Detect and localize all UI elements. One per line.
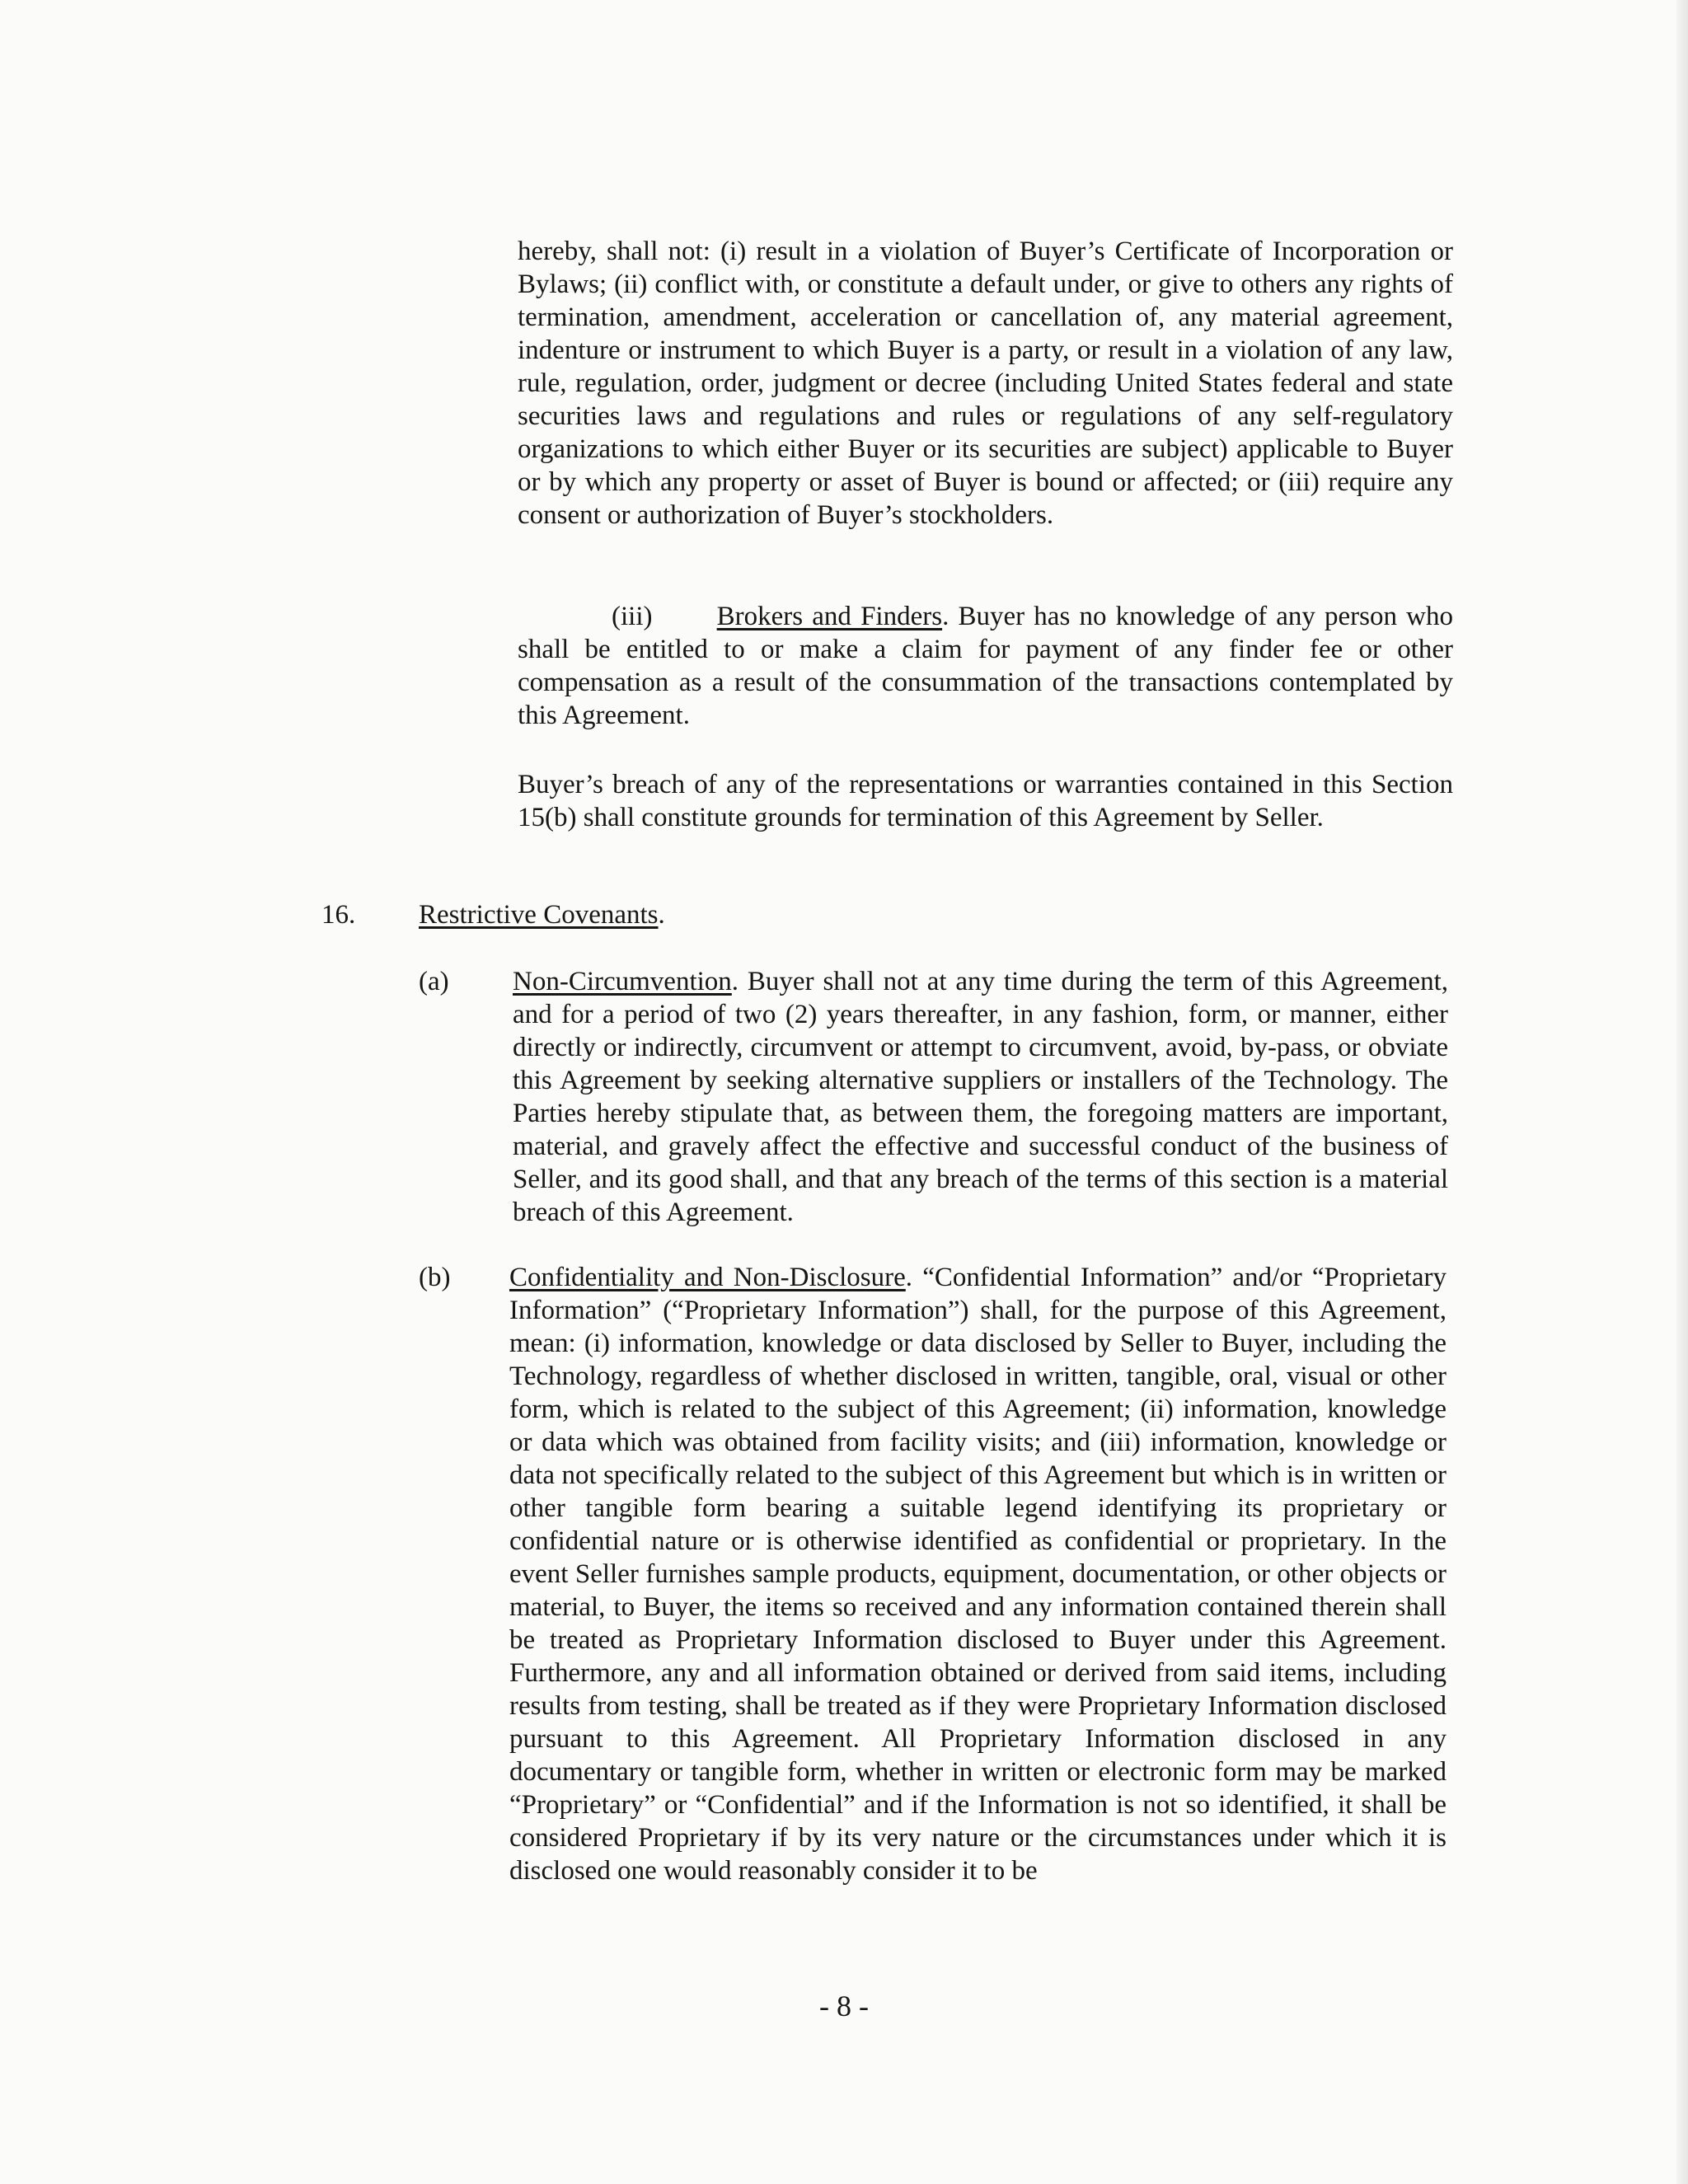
paragraph-confidentiality [509,1261,1447,1887]
paragraph-15b-ii-continuation: hereby, shall not: (i) result in a violation of Buyer’s Certificate of Incorporation or Bylaws; (ii) conflict with, or constitute a default under, or give to others any rights of termination, amendment, acceleration or cancellation of, any material agreement, indenture or instrument to which Buyer is a party, or result in a violation of any law, rule, regulation, order, judgment or decree (including United States federal and state securities laws and regulations and rules or regulations of any self-regulatory organizations to which either Buyer or its securities are subject) applicable to Buyer or by which any property or asset of Buyer is bound or affected; or (iii) require any consent or authorization of Buyer’s stockholders. [518,237,1453,530]
section-16-title-text: Restrictive Covenants [419,900,659,930]
brokers-and-finders-body: . Buyer has no knowledge of any person who shall be entitled to or make a claim for payment of any finder fee or other compensation as a result of the consummation of the transactions contemplated by this Agreement. [518,602,1453,730]
paragraph-15b-iii [518,600,1453,732]
heading-non-circumvention: Non-Circumvention [513,967,732,996]
item-label-a: (a) [419,967,449,996]
paragraph-non-circumvention [513,965,1448,1229]
section-16-title [419,898,665,931]
page-number: - 8 - [819,1990,869,2022]
heading-brokers-and-finders: Brokers and Finders [716,602,943,631]
page-edge-shadow [1676,0,1688,2184]
item-label-b: (b) [419,1263,451,1292]
section-16-title-period: . [658,900,665,930]
heading-confidentiality: Confidentiality and Non-Disclosure [509,1263,906,1292]
non-circumvention-body: . Buyer shall not at any time during the term of this Agreement, and for a period of two (2) years thereafter, in any fashion, form, or manner, either directly or indirectly, circumvent or attempt to circumvent, avoid, by-pass, or obviate this Agreement by seeking alternative suppliers or installers of the Technology. The Parties hereby stipulate that, as between them, the foregoing matters are important, material, and gravely affect the effective and successful conduct of the business of Seller, and its good shall, and that any breach of the terms of this section is a material breach of this Agreement. [513,967,1448,1227]
section-16-number: 16. [321,900,356,930]
paragraph-buyer-breach: Buyer’s breach of any of the representations or warranties contained in this Section 15(b) shall constitute grounds for termination of this Agreement by Seller. [518,770,1453,832]
item-label-iii: (iii) [612,602,653,631]
confidentiality-body: . “Confidential Information” and/or “Proprietary Information” (“Proprietary Information”) shall, for the purpose of this Agreement, mean: (i) information, knowledge or data disclosed by Seller to Buyer, including the Technology, regardless of whether disclosed in written, tangible, oral, visual or other form, which is related to the subject of this Agreement; (ii) information, knowledge or data which was obtained from facility visits; and (iii) information, knowledge or data not specifically related to the subject of this Agreement but which is in written or other tangible form bearing a suitable legend identifying its proprietary or confidential nature or is otherwise identified as confidential or proprietary. In the event Seller furnishes sample products, equipment, documentation, or other objects or material, to Buyer, the items so received and any information contained therein shall be treated as Proprietary Information disclosed to Buyer under this Agreement. Furthermore, any and all information obtained or derived from said items, including results from testing, shall be treated as if they were Proprietary Information disclosed pursuant to this Agreement. All Proprietary Information disclosed in any documentary or tangible form, whether in written or electronic form may be marked “Proprietary” or “Confidential” and if the Information is not so identified, it shall be considered Proprietary if by its very nature or the circumstances under which it is disclosed one would reasonably consider it to be [509,1263,1447,1886]
